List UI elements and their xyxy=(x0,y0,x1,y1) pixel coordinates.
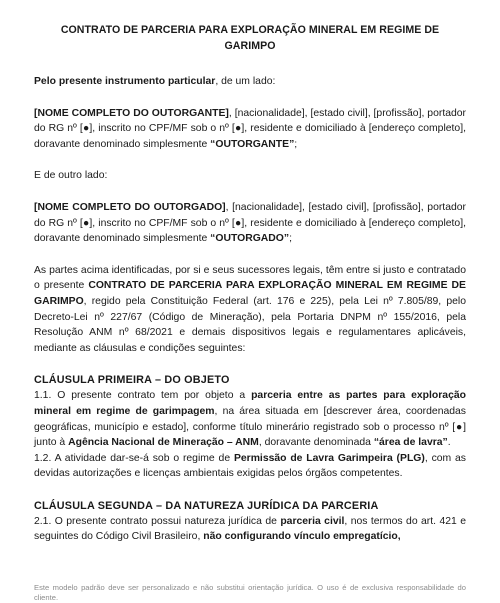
clause2-item1-a: 2.1. O presente contrato possui natureza jurídica de xyxy=(34,515,281,527)
outorgado-name: [NOME COMPLETO DO OUTORGADO] xyxy=(34,201,226,213)
outorgante-end: ; xyxy=(294,138,298,150)
clause2-item1-d: não configurando vínculo empregatício, xyxy=(203,531,401,543)
contract-page xyxy=(34,22,466,545)
outorgado-details: , [nacionalidade], [estado civil], [profissão], portador do RG nº [●], inscrito no CPF/MF sob o nº [●], residente e domiciliado à [endereço completo], doravante denominado simplesmente xyxy=(34,201,466,245)
intro-bold: Pelo presente instrumento particular xyxy=(34,76,216,87)
clause2-item1 xyxy=(34,514,466,545)
clause1-item2-c: , com as devidas autorizações e licenças ambientais exigidas pelos órgãos competentes. xyxy=(34,452,467,480)
clause1-item2 xyxy=(34,451,466,482)
clause2-item1-c: , nos termos do art. 421 e seguintes do Código Civil Brasileiro, xyxy=(34,515,467,543)
clause1-item1-c: , na área situada em [descrever área, coordenadas geográficas, município e estado], conforme título minerário registrado sob o processo nº [●] junto à xyxy=(34,405,466,449)
clause2-item1-b: parceria civil xyxy=(280,515,345,527)
clause1-heading: CLÁUSULA PRIMEIRA – DO OBJETO xyxy=(34,374,230,387)
intro-paragraph xyxy=(34,74,466,90)
clause1-item1-a: 1.1. O presente contrato tem por objeto a xyxy=(34,390,252,402)
clause1-item1-f: “área de lavra” xyxy=(373,437,448,449)
preamble-paragraph xyxy=(34,263,466,357)
intro-rest: , de um lado: xyxy=(215,76,276,87)
outorgante-role: “OUTORGANTE” xyxy=(210,138,295,150)
outorgante-name: [NOME COMPLETO DO OUTORGANTE] xyxy=(34,107,229,119)
disclaimer-footer: Este modelo padrão deve ser personalizado e não substitui orientação jurídica. O uso é de exclusiva responsabilidade do cliente. xyxy=(34,583,466,602)
clause1-item1-e: , doravante denominada xyxy=(258,437,374,449)
clause2-heading: CLÁUSULA SEGUNDA – DA NATUREZA JURÍDICA DA PARCERIA xyxy=(34,499,379,512)
clause1-item1-d: Agência Nacional de Mineração – ANM xyxy=(68,437,259,449)
clause1-item1 xyxy=(34,388,466,450)
outorgado-role: “OUTORGADO” xyxy=(210,233,290,245)
preamble-contract-name: CONTRATO DE PARCERIA PARA EXPLORAÇÃO MINERAL EM REGIME DE GARIMPO xyxy=(34,280,466,307)
preamble-a: As partes acima identificadas, por si e seus sucessores legais, têm entre si justo e contratado o presente xyxy=(34,264,466,292)
outorgado-end: ; xyxy=(289,233,292,245)
preamble-c: , regido pela Constituição Federal (art. 176 e 225), pela Lei nº 7.805/89, pelo Decreto-Lei nº 227/67 (Código de Mineração), pela Portaria DNPM nº 155/2016, pela Resolução ANM nº 68/2021 e demais dispositivos legais e regulamentares aplicáveis, mediante as cláusulas e condições seguintes: xyxy=(34,295,466,354)
outorgante-details: , [nacionalidade], [estado civil], [profissão], portador do RG nº [●], inscrito no CPF/MF sob o nº [●], residente e domiciliado à [endereço completo], doravante denominado simplesmente xyxy=(34,107,466,150)
contract-title: CONTRATO DE PARCERIA PARA EXPLORAÇÃO MINERAL EM REGIME DE GARIMPO xyxy=(60,24,440,52)
clause1-item1-g: . xyxy=(447,437,451,449)
outorgado-paragraph xyxy=(34,200,466,247)
clause1-item2-b: Permissão de Lavra Garimpeira (PLG) xyxy=(233,452,425,464)
clause1-item2-a: 1.2. A atividade dar-se-á sob o regime de xyxy=(34,452,234,464)
other-side-paragraph: E de outro lado: xyxy=(34,170,108,182)
clause1-item1-b: parceria entre as partes para exploração mineral em regime de garimpagem xyxy=(34,390,466,417)
outorgante-paragraph xyxy=(34,106,466,153)
